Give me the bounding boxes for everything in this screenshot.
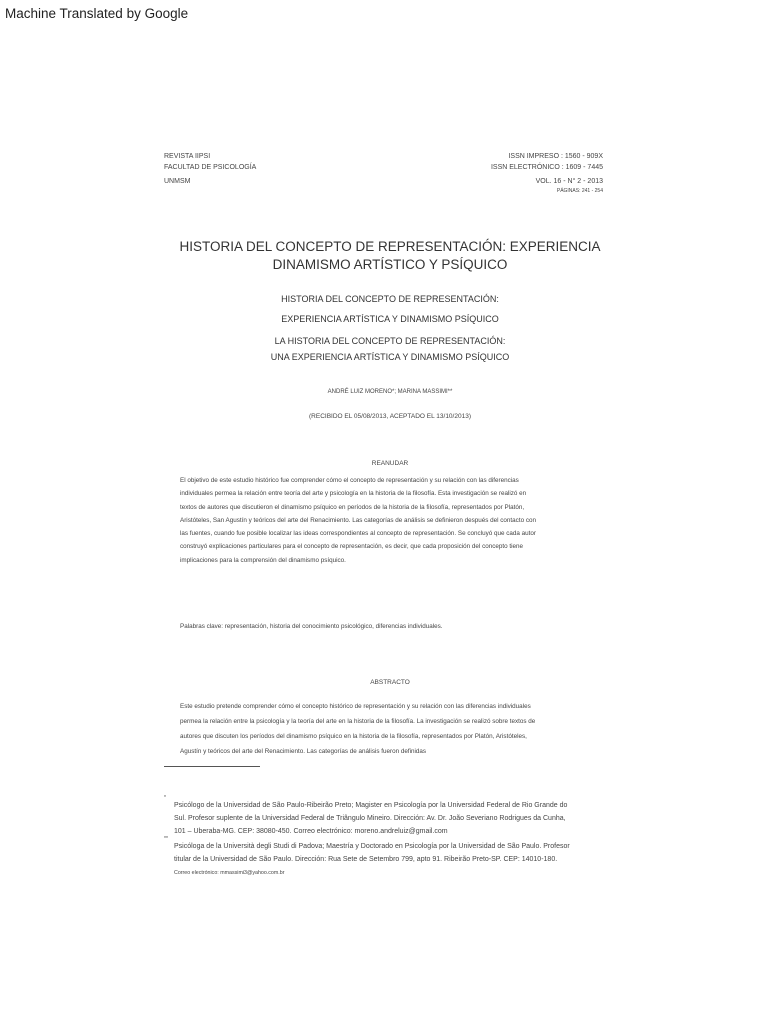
subtitle-line: HISTORIA DEL CONCEPTO DE REPRESENTACIÓN: [281, 294, 499, 304]
footnote-divider [164, 766, 260, 767]
resumen-line: Aristóteles, San Agustín y teóricos del arte del Renacimiento. Las categorías de análisis se definieron después del contacto con [180, 516, 536, 524]
resumen-paragraph [180, 474, 600, 567]
abstract-line: permea la relación entre la psicología y la teoría del arte en la historia de la filosofía. La investigación se realizó sobre textos de [180, 718, 536, 725]
keywords: Palabras clave: representación, historia del conocimiento psicológico, diferencias individuales. [180, 623, 443, 630]
footnote-marker: * [164, 795, 166, 801]
title-line: HISTORIA DEL CONCEPTO DE REPRESENTACIÓN: EXPERIENCIA [179, 239, 601, 254]
translation-banner: Machine Translated by Google [5, 6, 189, 21]
subtitle-block-2 [180, 333, 600, 365]
subtitle-block-1 [180, 291, 600, 327]
footnote-marker: ** [164, 836, 168, 842]
subtitle-line: EXPERIENCIA ARTÍSTICA Y DINAMISMO PSÍQUICO [281, 314, 499, 324]
abstract-heading: ABSTRACTO [370, 679, 410, 686]
resumen-heading: REANUDAR [371, 460, 409, 467]
resumen-line: El objetivo de este estudio histórico fue comprender cómo el concepto de representación y su relación con las diferencias [180, 477, 519, 484]
abstract-line: Este estudio pretende comprender cómo el concepto histórico de representación y su relación con las diferencias individuales [180, 703, 531, 710]
abstract-line: Agustín y teóricos del arte del Renacimiento. Las categorías de análisis fueron definidas [180, 748, 427, 755]
footnote-line: Psicóloga de la Università degli Studi di Padova; Maestría y Doctorado en Psicología por la Universidad de São Paulo. Profesor [174, 843, 570, 850]
journal-info [164, 151, 256, 187]
resumen-line: construyó explicaciones particulares para el concepto de representación, es decir, que cada proposición del concepto tiene [180, 543, 524, 551]
resumen-line: textos de autores que discutieron el dinamismo psíquico en períodos de la historia de la filosofía, representados por Platón, [180, 503, 525, 511]
resumen-line: implicaciones para la comprensión del dinamismo psíquico. [180, 556, 346, 564]
footnote-line: 101 – Uberaba-MG. CEP: 38080-450. Correo electrónico: moreno.andreluiz@gmail.com [174, 828, 448, 835]
issn-info [491, 151, 603, 196]
university-name: UNMSM [164, 178, 191, 185]
footnote-line: titular de la Universidad de São Paulo. Dirección: Rua Sete de Setembro 799, apto 91. Ribeirão Preto-SP. CEP: 14010-180. [174, 856, 558, 863]
footnote-line: Psicólogo de la Universidad de São Paulo-Ribeirão Preto; Magister en Psicología por la Universidad Federal de Rio Grande do [174, 802, 568, 809]
title-line: DINAMISMO ARTÍSTICO Y PSÍQUICO [272, 257, 508, 272]
abstract-paragraph [180, 699, 600, 759]
resumen-line: las fuentes, cuando fue posible localizar las ideas correspondientes al concepto de representación. Se concluyó que cada autor [180, 530, 537, 538]
authors: ANDRÉ LUIZ MORENO*; MARINA MASSIMI** [327, 389, 453, 395]
received-accepted-dates: (RECIBIDO EL 05/08/2013, ACEPTADO EL 13/10/2013) [309, 413, 471, 420]
journal-name: REVISTA IIPSI [164, 153, 211, 160]
abstract-line: autores que discuten los períodos del dinamismo psíquico en la historia de la filosofía, representados por Platón, Aristóteles, [180, 733, 527, 740]
volume-info: VOL. 16 - N° 2 - 2013 [535, 178, 603, 185]
footnote-line: Sul. Profesor suplente de la Universidad Federal de Triângulo Mineiro. Dirección: Av. Dr. João Severiano Rodrigues da Cunha, [174, 815, 566, 822]
footnote-1 [164, 795, 614, 838]
faculty-name: FACULTAD DE PSICOLOGÍA [164, 164, 257, 171]
resumen-line: individuales permea la relación entre teoría del arte y psicología en la historia de la filosofía. Esta investigación se realizó en [180, 490, 527, 498]
subtitle-line: LA HISTORIA DEL CONCEPTO DE REPRESENTACIÓN: [274, 336, 506, 346]
issn-print: ISSN IMPRESO : 1560 - 909X [508, 153, 603, 160]
page-range: PÁGINAS: 241 - 254 [556, 188, 603, 194]
footnote-2 [164, 836, 614, 866]
issn-electronic: ISSN ELECTRÓNICO : 1609 - 7445 [490, 164, 603, 171]
footnote-email: Correo electrónico: mmassimi3@yahoo.com.br [174, 870, 285, 876]
paper-title [150, 238, 630, 274]
subtitle-line: UNA EXPERIENCIA ARTÍSTICA Y DINAMISMO PSÍQUICO [270, 352, 510, 362]
